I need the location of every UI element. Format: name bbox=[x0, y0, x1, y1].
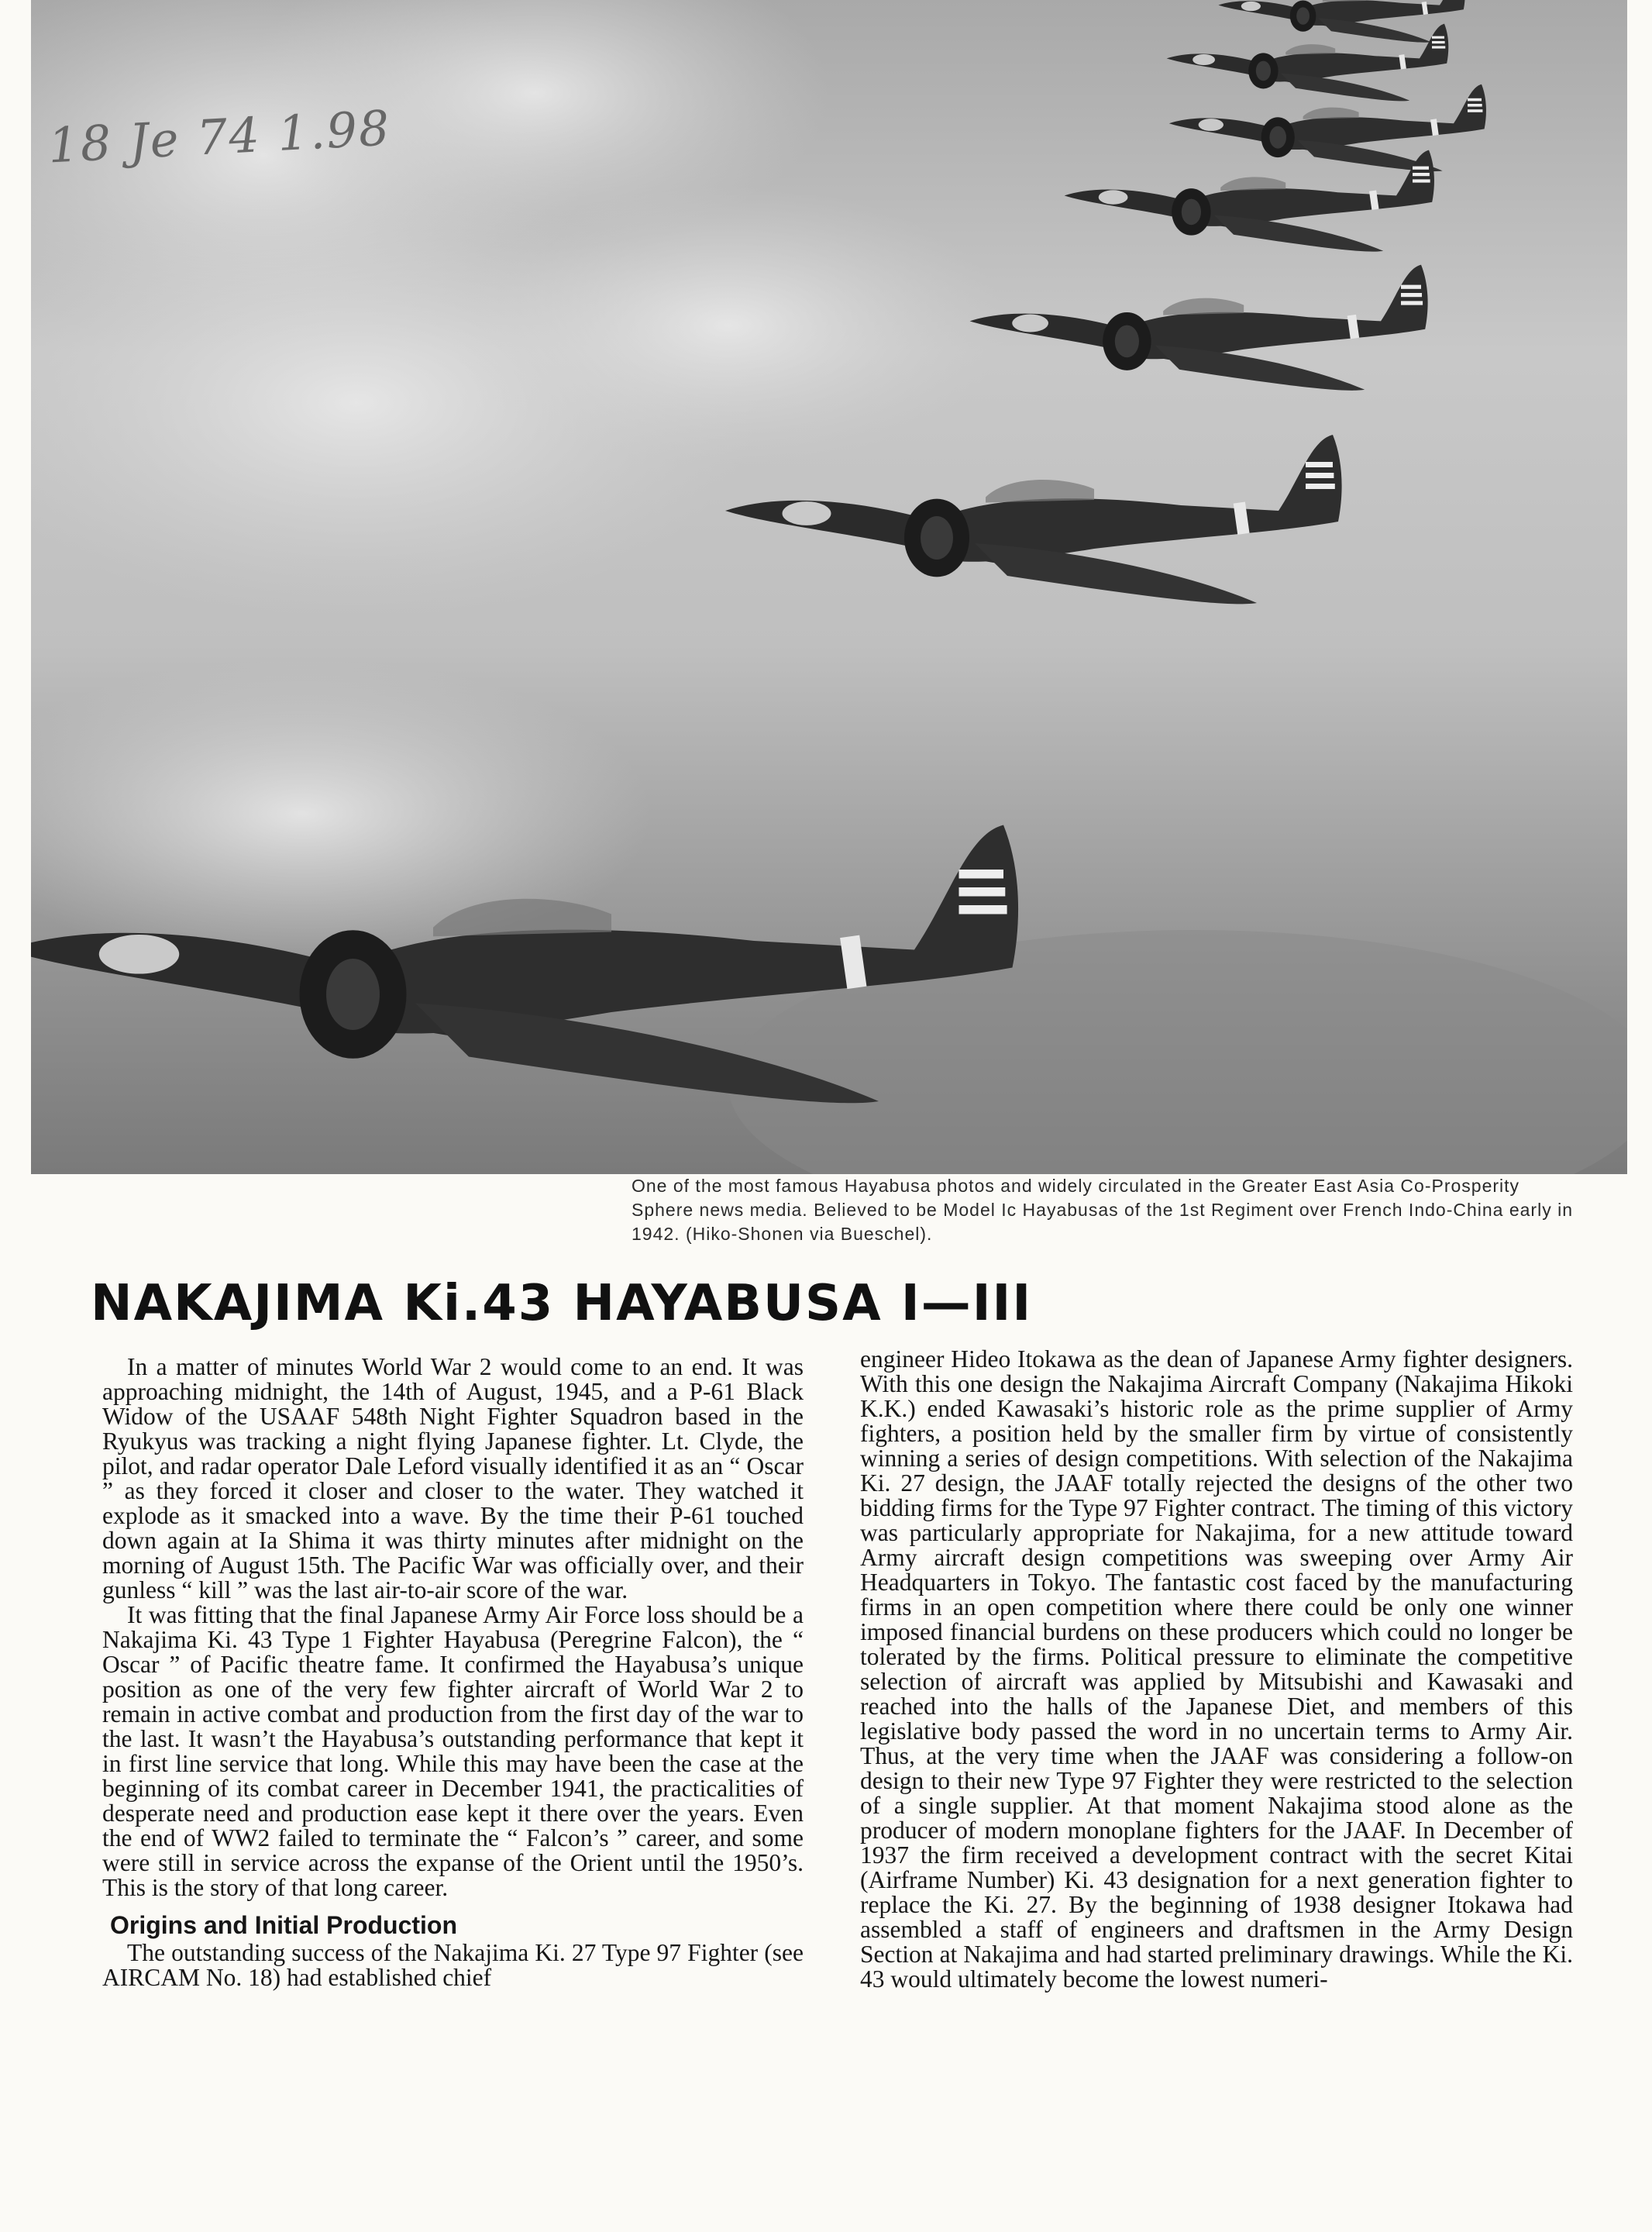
paragraph: In a matter of minutes World War 2 would come to an end. It was approaching midnight, the 14th of August, 1945, and a P-61 Black Widow of the USAAF 548th Night Fighter Squadron based in the Ryukyus was tracking a night flying Japanese fighter. Lt. Clyde, the pilot, and radar operator Dale Leford visually identified it as an “ Oscar ” as they forced it closer and closer to the water. They watched it explode as it smacked into a wave. By the time their P-61 touched down again at Ia Shima it was thirty minutes after midnight on the morning of August 15th. The Pacific War was officially over, and their gunless “ kill ” was the last air-to-air score of the war. bbox=[102, 1353, 804, 1603]
left-column bbox=[102, 1355, 804, 1990]
article-title: NAKAJIMA Ki.43 HAYABUSA I—III bbox=[91, 1275, 1033, 1332]
paragraph: engineer Hideo Itokawa as the dean of Japanese Army fighter designers. With this one design the Nakajima Aircraft Company (Nakajima Hikoki K.K.) ended Kawasaki’s historic role as the prime supplier of Army fighters, a position held by the smaller firm by virtue of consistently winning a series of design competitions. With selection of the Nakajima Ki. 27 design, the JAAF totally rejected the designs of the other two bidding firms for the Type 97 Fighter contract. The timing of this victory was particularly appropriate for Nakajima, for a new attitude toward Army aircraft design competitions was sweeping over Army Air Headquarters in Tokyo. The fantastic cost faced by the manufacturing firms in an open competition where there could be only one winner imposed financial burdens on these producers which could no longer be tolerated by the firms. Political pressure to eliminate the competitive selection of aircraft was applied by Mitsubishi and Kawasaki and reached into the halls of the Japanese Diet, and members of this legislative body passed the word in no uncertain terms to Army Air. Thus, at the very time when the JAAF was considering a follow-on design to their new Type 97 Fighter they were restricted to the selection of a single supplier. At that moment Nakajima stood alone as the producer of modern monoplane fighters for the JAAF. In December of 1937 the firm received a development contract with the secret Kitai (Airframe Number) Ki. 43 designation for a next generation fighter to replace the Ki. 27. By the beginning of 1938 designer Itokawa had assembled a staff of engineers and draftsmen in the Army Design Section at Nakajima and had started preliminary drawings. While the Ki. 43 would ultimately become the lowest numeri- bbox=[860, 1345, 1573, 1993]
paragraph: It was fitting that the final Japanese Army Air Force loss should be a Nakajima Ki. 43 Type 1 Fighter Hayabusa (Peregrine Falcon), the “ Oscar ” of Pacific theatre fame. It confirmed the Hayabusa’s unique position as one of the very few fighter aircraft of World War 2 to remain in active combat and production from the first day of the war to the last. It wasn’t the Hayabusa’s outstanding performance that kept it in first line service that long. While this may have been the case at the beginning of its combat career in December 1941, the practicalities of desperate need and production ease kept it there over the years. Even the end of WW2 failed to terminate the “ Falcon’s ” career, and some were still in service across the expanse of the Orient until the 1950’s. This is the story of that long career. bbox=[102, 1601, 804, 1901]
right-column bbox=[860, 1347, 1573, 1992]
photo-caption: One of the most famous Hayabusa photos and widely circulated in the Greater East Asia Co-Prosperity Sphere news media. Believed to be Model Ic Hayabusas of the 1st Regiment over French Indo-China early in 1942. (Hiko-Shonen via Bueschel). bbox=[632, 1176, 1573, 1244]
hayabusa-formation-icon bbox=[31, 0, 1627, 1174]
section-heading: Origins and Initial Production bbox=[110, 1911, 458, 1939]
paragraph: The outstanding success of the Nakajima Ki. 27 Type 97 Fighter (see AIRCAM No. 18) had established chief bbox=[102, 1939, 804, 1991]
handwritten-note: 18 Je 74 1.98 bbox=[46, 99, 393, 174]
formation-photo bbox=[31, 0, 1627, 1174]
